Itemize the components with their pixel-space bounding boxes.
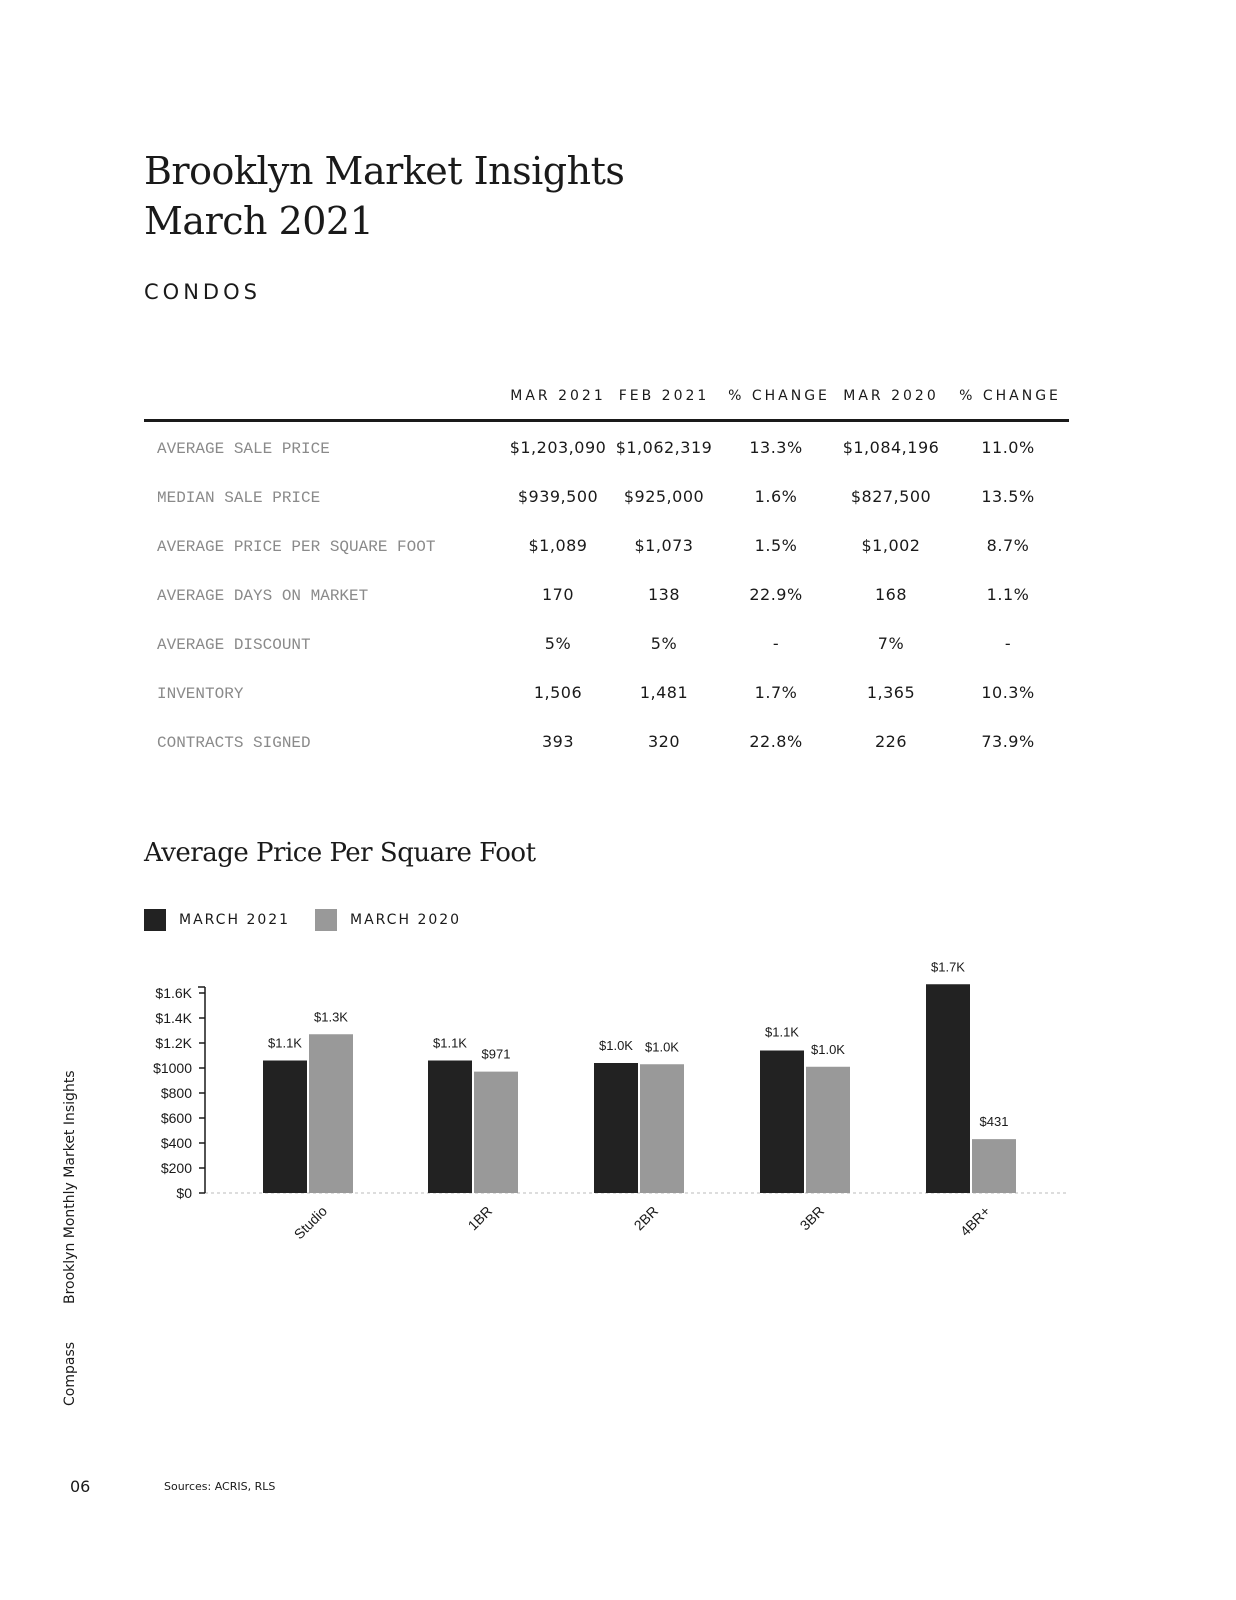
bar xyxy=(474,1072,518,1193)
table-row xyxy=(144,569,1069,618)
table-row xyxy=(144,716,1069,765)
table-cell: 138 xyxy=(647,585,681,604)
x-tick-label: 4BR+ xyxy=(956,1202,994,1240)
table-cell: $925,000 xyxy=(623,487,705,506)
table-cell: 1.6% xyxy=(754,487,798,506)
table-cell: $1,203,090 xyxy=(509,438,607,457)
y-tick-label: $800 xyxy=(160,1085,192,1101)
table-cell: 8.7% xyxy=(986,536,1030,555)
y-tick-label: $200 xyxy=(160,1160,192,1176)
section-label: CONDOS xyxy=(144,280,261,304)
y-tick-label: $0 xyxy=(176,1185,192,1201)
bar-data-label: $971 xyxy=(481,1046,511,1062)
sidebar-vertical-text xyxy=(62,1066,86,1406)
y-tick-label: $400 xyxy=(160,1135,192,1151)
table-row xyxy=(144,520,1069,569)
table-cell: 22.9% xyxy=(749,585,803,604)
table-cell: 320 xyxy=(647,732,681,751)
col-header-change-month: % CHANGE xyxy=(728,388,830,404)
table-cell: $1,084,196 xyxy=(842,438,940,457)
bar-data-label: $1.0K xyxy=(811,1041,845,1057)
table-cell: 1.1% xyxy=(986,585,1030,604)
table-cell: 13.5% xyxy=(981,487,1035,506)
y-tick-label: $1000 xyxy=(153,1060,192,1076)
table-cell: 7% xyxy=(877,634,905,653)
col-header-mar-2021: MAR 2021 xyxy=(510,388,606,404)
table-cell: 1,365 xyxy=(866,683,916,702)
table-cell: 13.3% xyxy=(749,438,803,457)
bar xyxy=(926,984,970,1193)
market-table xyxy=(144,380,1069,765)
title-line-1: Brooklyn Market Insights xyxy=(144,149,625,193)
y-tick-label: $1.6K xyxy=(155,985,192,1001)
x-tick-label: 1BR xyxy=(464,1202,496,1234)
bar-data-label: $1.3K xyxy=(314,1009,348,1025)
bar-data-label: $1.1K xyxy=(268,1035,302,1051)
table-cell: - xyxy=(1004,634,1012,653)
table-cell: 5% xyxy=(544,634,572,653)
bar-data-label: $431 xyxy=(979,1114,1009,1130)
legend-swatch-march-2021 xyxy=(144,909,166,931)
bar xyxy=(640,1064,684,1193)
table-cell: 1.7% xyxy=(754,683,798,702)
col-header-change-year: % CHANGE xyxy=(959,388,1061,404)
bar xyxy=(806,1067,850,1193)
bar xyxy=(972,1139,1016,1193)
bar xyxy=(309,1034,353,1193)
bar-data-label: $1.1K xyxy=(765,1024,799,1040)
bar xyxy=(428,1061,472,1194)
table-cell: $1,089 xyxy=(528,536,588,555)
row-label: MEDIAN SALE PRICE xyxy=(157,489,321,507)
legend-label-march-2021: MARCH 2021 xyxy=(179,912,291,928)
brand-name: Compass xyxy=(62,1341,78,1406)
table-cell: 170 xyxy=(541,585,575,604)
x-tick-label: 2BR xyxy=(630,1202,662,1234)
table-cell: 1.5% xyxy=(754,536,798,555)
table-row xyxy=(144,667,1069,716)
table-cell: 226 xyxy=(874,732,908,751)
bar-data-label: $1.1K xyxy=(433,1035,467,1051)
row-label: CONTRACTS SIGNED xyxy=(157,734,311,752)
table-cell: 11.0% xyxy=(981,438,1035,457)
table-cell: $1,002 xyxy=(861,536,921,555)
row-label: AVERAGE PRICE PER SQUARE FOOT xyxy=(157,538,436,556)
chart-title: Average Price Per Square Foot xyxy=(144,838,536,868)
page-number: 06 xyxy=(70,1477,91,1496)
table-cell: - xyxy=(772,634,780,653)
page-title xyxy=(144,146,624,246)
bar-data-label: $1.0K xyxy=(645,1039,679,1055)
table-cell: $1,073 xyxy=(634,536,694,555)
table-cell: $1,062,319 xyxy=(615,438,713,457)
y-tick-label: $1.2K xyxy=(155,1035,192,1051)
table-cell: $939,500 xyxy=(517,487,599,506)
table-cell: 393 xyxy=(541,732,575,751)
legend-label-march-2020: MARCH 2020 xyxy=(350,912,462,928)
col-header-mar-2020: MAR 2020 xyxy=(843,388,939,404)
x-tick-label: Studio xyxy=(290,1202,331,1243)
title-line-2: March 2021 xyxy=(144,199,374,243)
row-label: AVERAGE DISCOUNT xyxy=(157,636,311,654)
bar xyxy=(263,1061,307,1194)
table-cell: 73.9% xyxy=(981,732,1035,751)
y-tick-label: $1.4K xyxy=(155,1010,192,1026)
table-body xyxy=(144,422,1069,765)
bar xyxy=(760,1051,804,1194)
publication-name: Brooklyn Monthly Market Insights xyxy=(62,1070,78,1304)
table-cell: 1,506 xyxy=(533,683,583,702)
bar xyxy=(594,1063,638,1193)
table-cell: 5% xyxy=(650,634,678,653)
legend-swatch-march-2020 xyxy=(315,909,337,931)
col-header-feb-2021: FEB 2021 xyxy=(618,388,710,404)
row-label: INVENTORY xyxy=(157,685,244,703)
table-header xyxy=(144,380,1069,422)
table-cell: 22.8% xyxy=(749,732,803,751)
table-cell: 10.3% xyxy=(981,683,1035,702)
bar-data-label: $1.0K xyxy=(599,1038,633,1053)
table-row xyxy=(144,618,1069,667)
table-row xyxy=(144,471,1069,520)
table-cell: 1,481 xyxy=(639,683,689,702)
table-cell: $827,500 xyxy=(850,487,932,506)
y-tick-label: $600 xyxy=(160,1110,192,1126)
row-label: AVERAGE DAYS ON MARKET xyxy=(157,587,369,605)
sources-note: Sources: ACRIS, RLS xyxy=(164,1480,276,1493)
bar-data-label: $1.7K xyxy=(931,959,965,975)
x-tick-label: 3BR xyxy=(796,1202,828,1234)
table-cell: 168 xyxy=(874,585,908,604)
row-label: AVERAGE SALE PRICE xyxy=(157,440,330,458)
table-row xyxy=(144,422,1069,471)
